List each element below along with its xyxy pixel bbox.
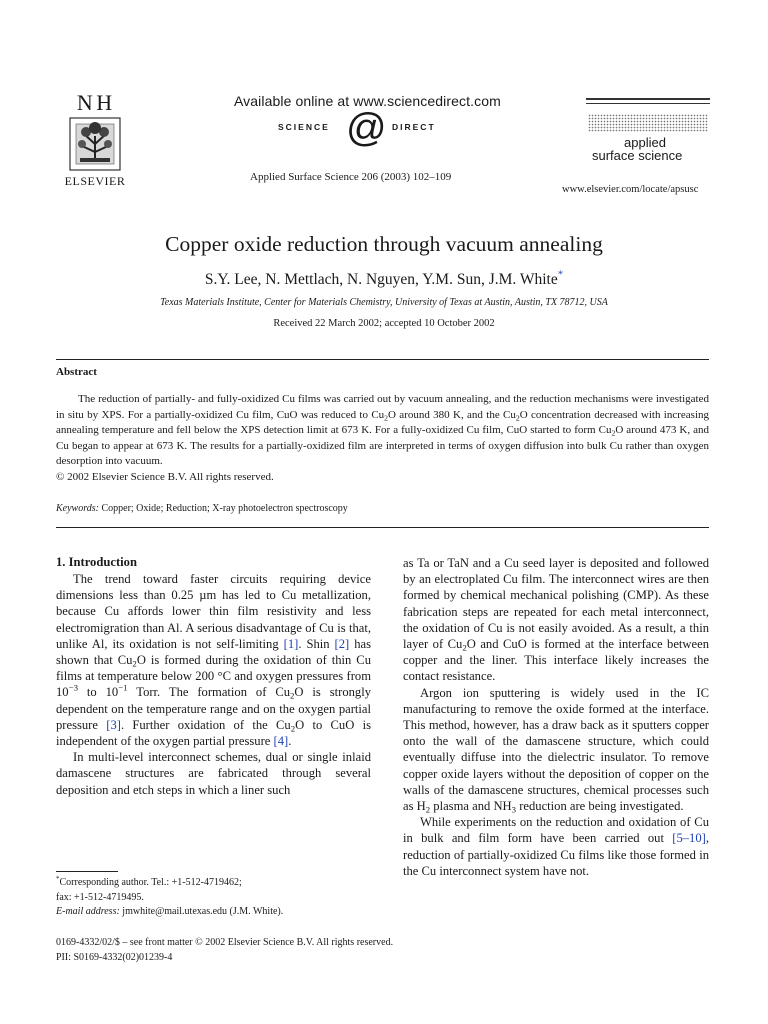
front-matter-pii: PII: S0169-4332(02)01239-4 — [56, 951, 173, 963]
keywords-label: Keywords: — [56, 503, 99, 514]
footnote-fax: fax: +1-512-4719495. — [56, 891, 144, 903]
abstract-bottom-rule — [56, 527, 709, 528]
abstract-top-rule — [56, 359, 709, 360]
journal-title-line2: surface science — [592, 148, 683, 163]
footnote-line — [56, 876, 283, 891]
sciencedirect-logo — [278, 106, 453, 150]
publisher-mark: N H — [76, 90, 112, 115]
sd-at-icon: @ — [346, 106, 387, 150]
corresponding-author-mark[interactable]: * — [557, 268, 564, 281]
journal-url: www.elsevier.com/locate/apsusc — [562, 184, 699, 195]
citation-link[interactable]: [5–10] — [672, 831, 706, 846]
citation-link[interactable]: [1] — [283, 636, 299, 651]
citation-link[interactable]: [3] — [106, 717, 121, 732]
footnote — [56, 876, 283, 920]
affiliation: Texas Materials Institute, Center for Materials Chemistry, University of Texas at Austin, Austin, TX 78712, USA — [160, 297, 608, 308]
paper-title: Copper oxide reduction through vacuum annealing — [165, 232, 603, 256]
abstract-heading: Abstract — [56, 366, 97, 378]
keywords-list: Copper; Oxide; Reduction; X-ray photoelectron spectroscopy — [101, 503, 348, 514]
front-matter-issn: 0169-4332/02/$ – see front matter © 2002 Elsevier Science B.V. All rights reserved. — [56, 937, 394, 948]
available-online-text: Available online at www.sciencedirect.com — [234, 93, 501, 109]
keywords — [56, 503, 348, 514]
footnote-tel: Corresponding author. Tel.: +1-512-4719462; — [59, 877, 242, 888]
elsevier-logo — [56, 92, 134, 189]
email-address[interactable]: jmwhite@mail.utexas.edu (J.M. White). — [122, 906, 284, 917]
body-paragraph: The trend toward faster circuits requiring device dimensions less than 0.25 µm has led to Cu metallization, because Cu affords lower thin film resistivity and less electromigration than Al. A serious disadvantage of Cu is that, unlike Al, its oxidation is not self-limiting [1]. Shin [2] has shown that $Cu_2O$ is formed during the oxidation of thin Cu films at temperature below 200 °C and oxygen pressures from $10^{-3}$ to $10^{-1}$ Torr. The formation of $Cu_2O$ is strongly dependent on the temperature range and on the oxygen partial pressure [3]. Further oxidation of the $Cu_2O$ to CuO is independent of the oxygen partial pressure [4]. — [56, 572, 372, 749]
citation-link[interactable]: [4] — [273, 734, 289, 749]
body-paragraph: Argon ion sputtering is widely used in the IC manufacturing to remove the oxide formed at the interface. This method, however, has a draw back as it sputters copper onto the wall of the damascene structure, which could eventually diffuse into the dielectric insulator. To remove copper oxide layers without the deposition of copper on the walls of the damascene structures, chemical processes such as $H_2$ plasma and $NH_3$ reduction are being investigated. — [403, 685, 709, 815]
journal-logo-rule — [586, 103, 710, 104]
received-dates: Received 22 March 2002; accepted 10 October 2002 — [273, 318, 495, 329]
sd-science-text: SCIENCE — [278, 122, 330, 132]
section-heading: 1. Introduction — [56, 555, 137, 569]
journal-dot-pattern-icon — [588, 114, 708, 132]
footnote-email-line — [56, 905, 283, 920]
body-paragraph: as Ta or TaN and a Cu seed layer is deposited and followed by an electroplated Cu film. The interconnect wires are then formed by chemical mechanical polishing (CMP). As these fabrication steps are repeated for each metal interconnect, the oxidation of Cu is not easily avoided. As a result, a thin layer of $Cu_2O$ and CuO is formed at the interface between copper and the liner. This interface likely increases the contact resistance. — [403, 556, 709, 684]
journal-citation: Applied Surface Science 206 (2003) 102–109 — [250, 171, 452, 183]
author-list — [0, 268, 768, 289]
author-names: S.Y. Lee, N. Mettlach, N. Nguyen, Y.M. Sun, J.M. White — [204, 271, 558, 288]
body-column-left — [56, 571, 371, 798]
body-column-right — [403, 555, 709, 879]
publisher-name: ELSEVIER — [64, 174, 126, 188]
email-label: E-mail address: — [56, 906, 120, 917]
abstract-copyright: © 2002 Elsevier Science B.V. All rights reserved. — [56, 471, 274, 483]
journal-title-line1: applied — [624, 135, 666, 150]
abstract-body: The reduction of partially- and fully-oxidized Cu films was carried out by vacuum annealing, and the reduction mechanisms were investigated in situ by XPS. For a partially-oxidized Cu film, CuO was reduced to $Cu_2O$ around 380 K, and the $Cu_2O$ concentration decreased with increasing annealing temperature and fell below the XPS detection limit at 673 K. For a fully-oxidized Cu film, CuO started to form $Cu_2O$ around 473 K, and Cu began to appear at 673 K. The results for a partially-oxidized film are interpreted in terms of oxygen diffusion into bulk Cu rather than oxygen desorption into vacuum. — [56, 393, 709, 468]
footnote-mark: * — [56, 874, 60, 883]
footnote-rule — [56, 871, 118, 872]
citation-link[interactable]: [2] — [334, 636, 350, 651]
front-matter — [56, 936, 393, 965]
body-paragraph: In multi-level interconnect schemes, dual or single inlaid damascene structures are fabricated through several deposition and etch steps in which a liner such — [56, 750, 371, 797]
elsevier-tree-icon — [56, 114, 134, 172]
journal-logo — [586, 98, 710, 170]
journal-logo-rule — [586, 98, 710, 100]
sd-direct-text: DIRECT — [392, 122, 436, 132]
body-paragraph: While experiments on the reduction and oxidation of Cu in bulk and film form have been carried out [5–10], reduction of partially-oxidized Cu films like those formed in the Cu interconnect system have not. — [403, 815, 709, 878]
